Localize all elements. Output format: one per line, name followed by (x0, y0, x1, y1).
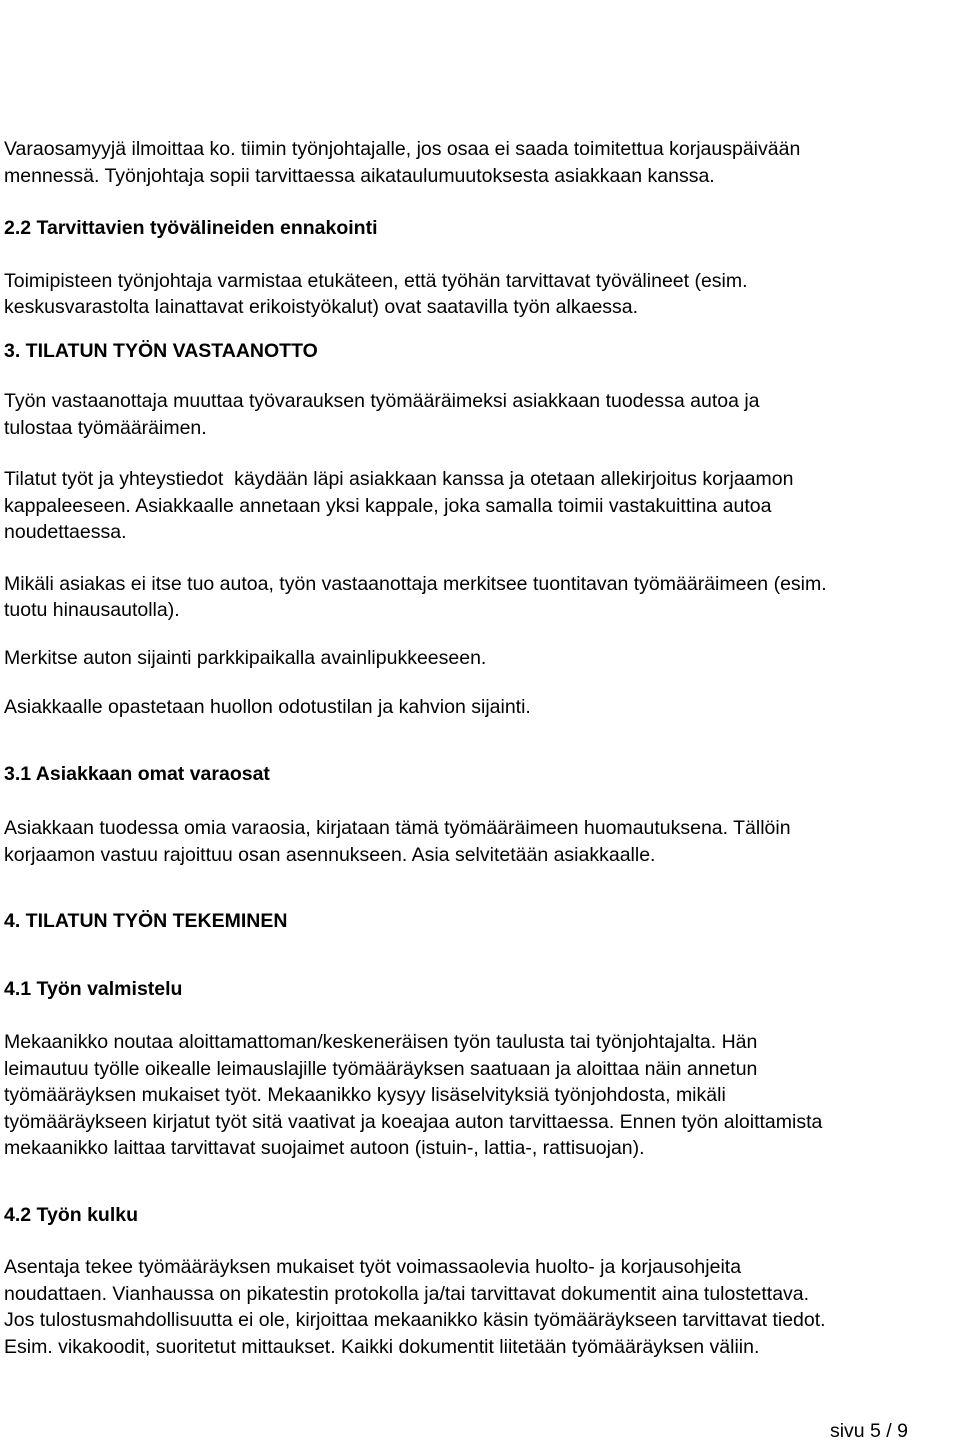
text-line: Varaosamyyjä ilmoittaa ko. tiimin työnjohtajalle, jos osaa ei saada toimitettua korjauspäivään (4, 138, 801, 160)
text-line: 4.1 Työn valmistelu (4, 977, 183, 1000)
paragraph (4, 466, 956, 546)
text-line: kappaleeseen. Asiakkaalle annetaan yksi kappale, joka samalla toimii vastakuittina autoa (4, 494, 772, 517)
text-line: Toimipisteen työnjohtaja varmistaa etukäteen, että työhän tarvittavat työvälineet (esim. (4, 269, 748, 292)
paragraph (4, 388, 956, 441)
text-line: leimautuu työlle oikealle leimauslajille työmääräyksen saatuaan ja aloittaa näin annetun (4, 1057, 758, 1080)
text-line: Mikäli asiakas ei itse tuo autoa, työn vastaanottaja merkitsee tuontitavan työmääräimeen (esim. (4, 572, 827, 595)
paragraph (4, 694, 956, 721)
text-line: työmääräykseen kirjatut työt sitä vaativat ja koeajaa auton tarvittaessa. Ennen työn aloittamista (4, 1110, 823, 1133)
section-heading (4, 1202, 956, 1229)
text-line: keskusvarastolta lainattavat erikoistyökalut) ovat saatavilla työn alkaessa. (4, 296, 639, 318)
text-line: Työn vastaanottaja muuttaa työvarauksen työmääräimeksi asiakkaan tuodessa autoa ja (4, 390, 760, 412)
section-heading (4, 908, 956, 935)
text-line: mennessä. Työnjohtaja sopii tarvittaessa aikataulumuutoksesta asiakkaan kanssa. (4, 164, 715, 187)
paragraph (4, 136, 956, 189)
text-line: mekaanikko laittaa tarvittavat suojaimet autoon (istuin-, lattia-, rattisuojan). (4, 1137, 645, 1159)
text-line: 4.2 Työn kulku (4, 1203, 139, 1226)
paragraph (4, 815, 956, 868)
text-line: Asentaja tekee työmääräyksen mukaiset työt voimassaolevia huolto- ja korjausohjeita (4, 1256, 742, 1278)
text-line: työmääräyksen mukaiset työt. Mekaanikko kysyy lisäselvityksiä työnjohdosta, mikäli (4, 1084, 726, 1106)
header-date: 04/2008 (894, 42, 956, 61)
text-line: Merkitse auton sijainti parkkipaikalla avainlipukkeeseen. (4, 646, 487, 669)
page-header (0, 0, 960, 90)
section-heading (4, 761, 956, 788)
text-line: Mekaanikko noutaa aloittamattoman/keskeneräisen työn taulusta tai työnjohtajalta. Hän (4, 1031, 758, 1053)
text-line: tuotu hinausautolla). (4, 599, 180, 621)
text-line: 3. TILATUN TYÖN VASTAANOTTO (4, 339, 318, 362)
paragraph (4, 1254, 956, 1360)
paragraph (4, 1029, 956, 1162)
text-line: 3.1 Asiakkaan omat varaosat (4, 762, 270, 785)
text-line: noudattaen. Vianhaussa on pikatestin protokolla ja/tai tarvittavat dokumentit aina tulostettava. (4, 1282, 810, 1305)
text-line: Jos tulostusmahdollisuutta ei ole, kirjoittaa mekaanikko käsin työmääräykseen tarvittavat tiedot. (4, 1309, 826, 1331)
page-number: sivu 5 / 9 (829, 1420, 908, 1442)
text-line: Asiakkaan tuodessa omia varaosia, kirjataan tämä työmääräimeen huomautuksena. Tällöin (4, 817, 791, 839)
text-line: tulostaa työmääräimen. (4, 416, 207, 439)
text-line: Esim. vikakoodit, suoritetut mittaukset. Kaikki dokumentit liitetään työmääräyksen väliin. (4, 1335, 760, 1358)
text-line: Asiakkaalle opastetaan huollon odotustilan ja kahvion sijainti. (4, 696, 531, 718)
section-heading (4, 215, 956, 242)
header-title: Veho Autotalot tapa toimia – Korjaamo (297, 0, 627, 20)
document-body (4, 112, 956, 1360)
text-line: 2.2 Tarvittavien työvälineiden ennakointi (4, 217, 378, 239)
text-line: Tilatut työt ja yhteystiedot käydään läpi asiakkaan kanssa ja otetaan allekirjoitus korjaamon (4, 468, 794, 490)
paragraph (4, 645, 956, 672)
header-version: Ver 1.1 (901, 22, 956, 41)
paragraph (4, 571, 956, 624)
text-line: noudettaessa. (4, 521, 127, 543)
text-line: korjaamon vastuu rajoittuu osan asennukseen. Asia selvitetään asiakkaalle. (4, 843, 656, 866)
paragraph (4, 268, 956, 321)
section-heading (4, 976, 956, 1003)
section-heading (4, 338, 956, 365)
text-line: 4. TILATUN TYÖN TEKEMINEN (4, 910, 288, 932)
